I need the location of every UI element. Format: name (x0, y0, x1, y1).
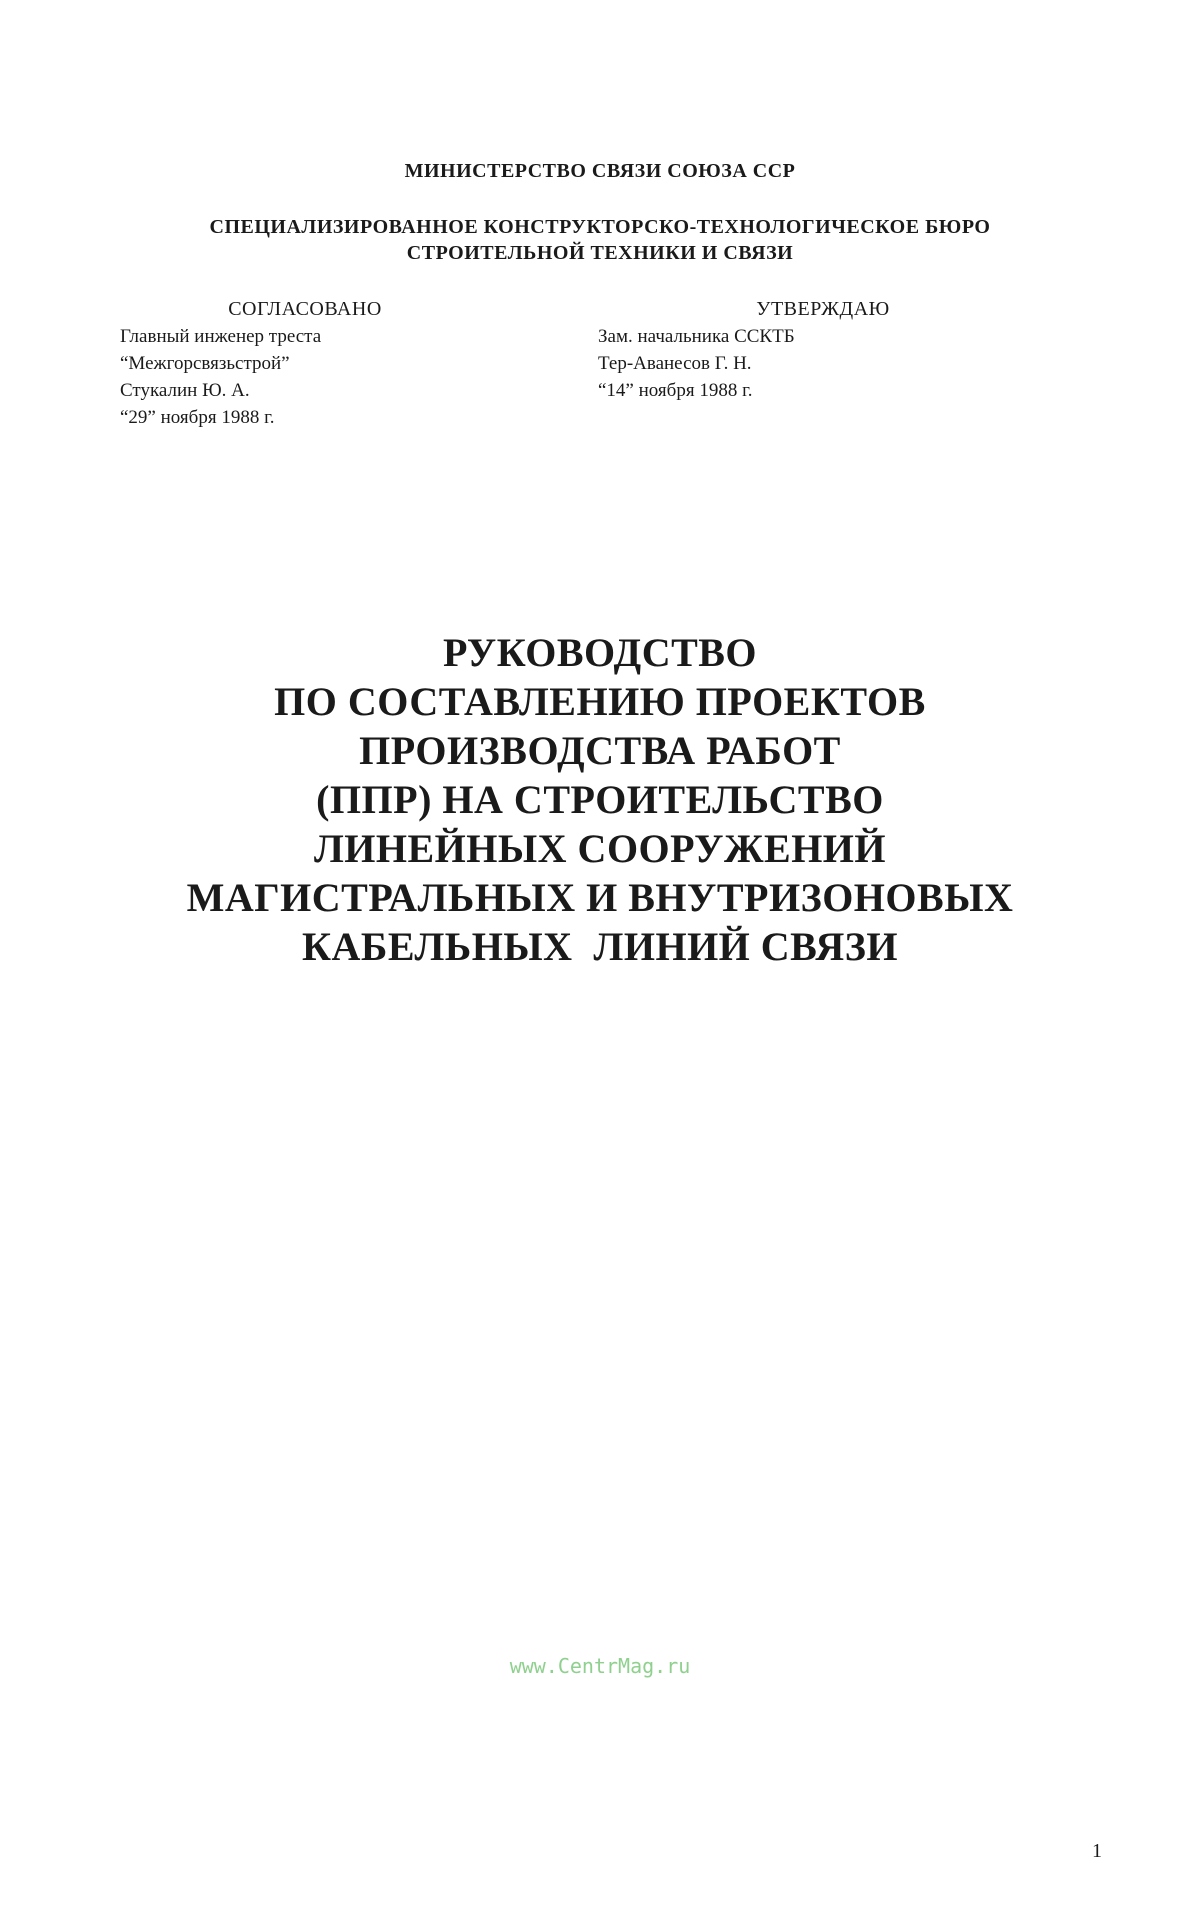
bureau-heading (0, 214, 1200, 266)
title-line: РУКОВОДСТВО (442, 630, 758, 675)
watermark-url: www.CentrMag.ru (509, 1654, 691, 1678)
title-line: (ППР) НА СТРОИТЕЛЬСТВО (316, 777, 884, 822)
ministry-heading: МИНИСТЕРСТВО СВЯЗИ СОЮЗА ССР (404, 160, 796, 182)
agreed-line-position: Главный инженер треста (120, 326, 322, 347)
approved-heading: УТВЕРЖДАЮ (756, 298, 890, 320)
agreed-heading: СОГЛАСОВАНО (228, 298, 382, 320)
bureau-line-2: СТРОИТЕЛЬНОЙ ТЕХНИКИ И СВЯЗИ (406, 242, 794, 264)
approved-line-name: Тер-Аванесов Г. Н. (598, 353, 752, 374)
document-title (0, 628, 1200, 971)
title-line: МАГИСТРАЛЬНЫХ И ВНУТРИЗОНОВЫХ (186, 875, 1014, 920)
page-number: 1 (1092, 1840, 1102, 1862)
agreed-block (120, 296, 460, 431)
approved-block (598, 296, 938, 404)
title-line: ПРОИЗВОДСТВА РАБОТ (359, 728, 841, 773)
approved-line-position: Зам. начальника ССКТБ (598, 326, 795, 347)
agreed-line-organization: “Межгорсвязьстрой” (120, 353, 290, 374)
title-line: ЛИНЕЙНЫХ СООРУЖЕНИЙ (313, 826, 887, 871)
agreed-line-date: “29” ноября 1988 г. (120, 407, 275, 428)
approved-line-date: “14” ноября 1988 г. (598, 380, 753, 401)
bureau-line-1: СПЕЦИАЛИЗИРОВАННОЕ КОНСТРУКТОРСКО-ТЕХНОЛОГИЧЕСКОЕ БЮРО (209, 216, 991, 238)
title-line: ПО СОСТАВЛЕНИЮ ПРОЕКТОВ (274, 679, 926, 724)
title-line: КАБЕЛЬНЫХ ЛИНИЙ СВЯЗИ (302, 924, 898, 969)
agreed-line-name: Стукалин Ю. А. (120, 380, 250, 401)
